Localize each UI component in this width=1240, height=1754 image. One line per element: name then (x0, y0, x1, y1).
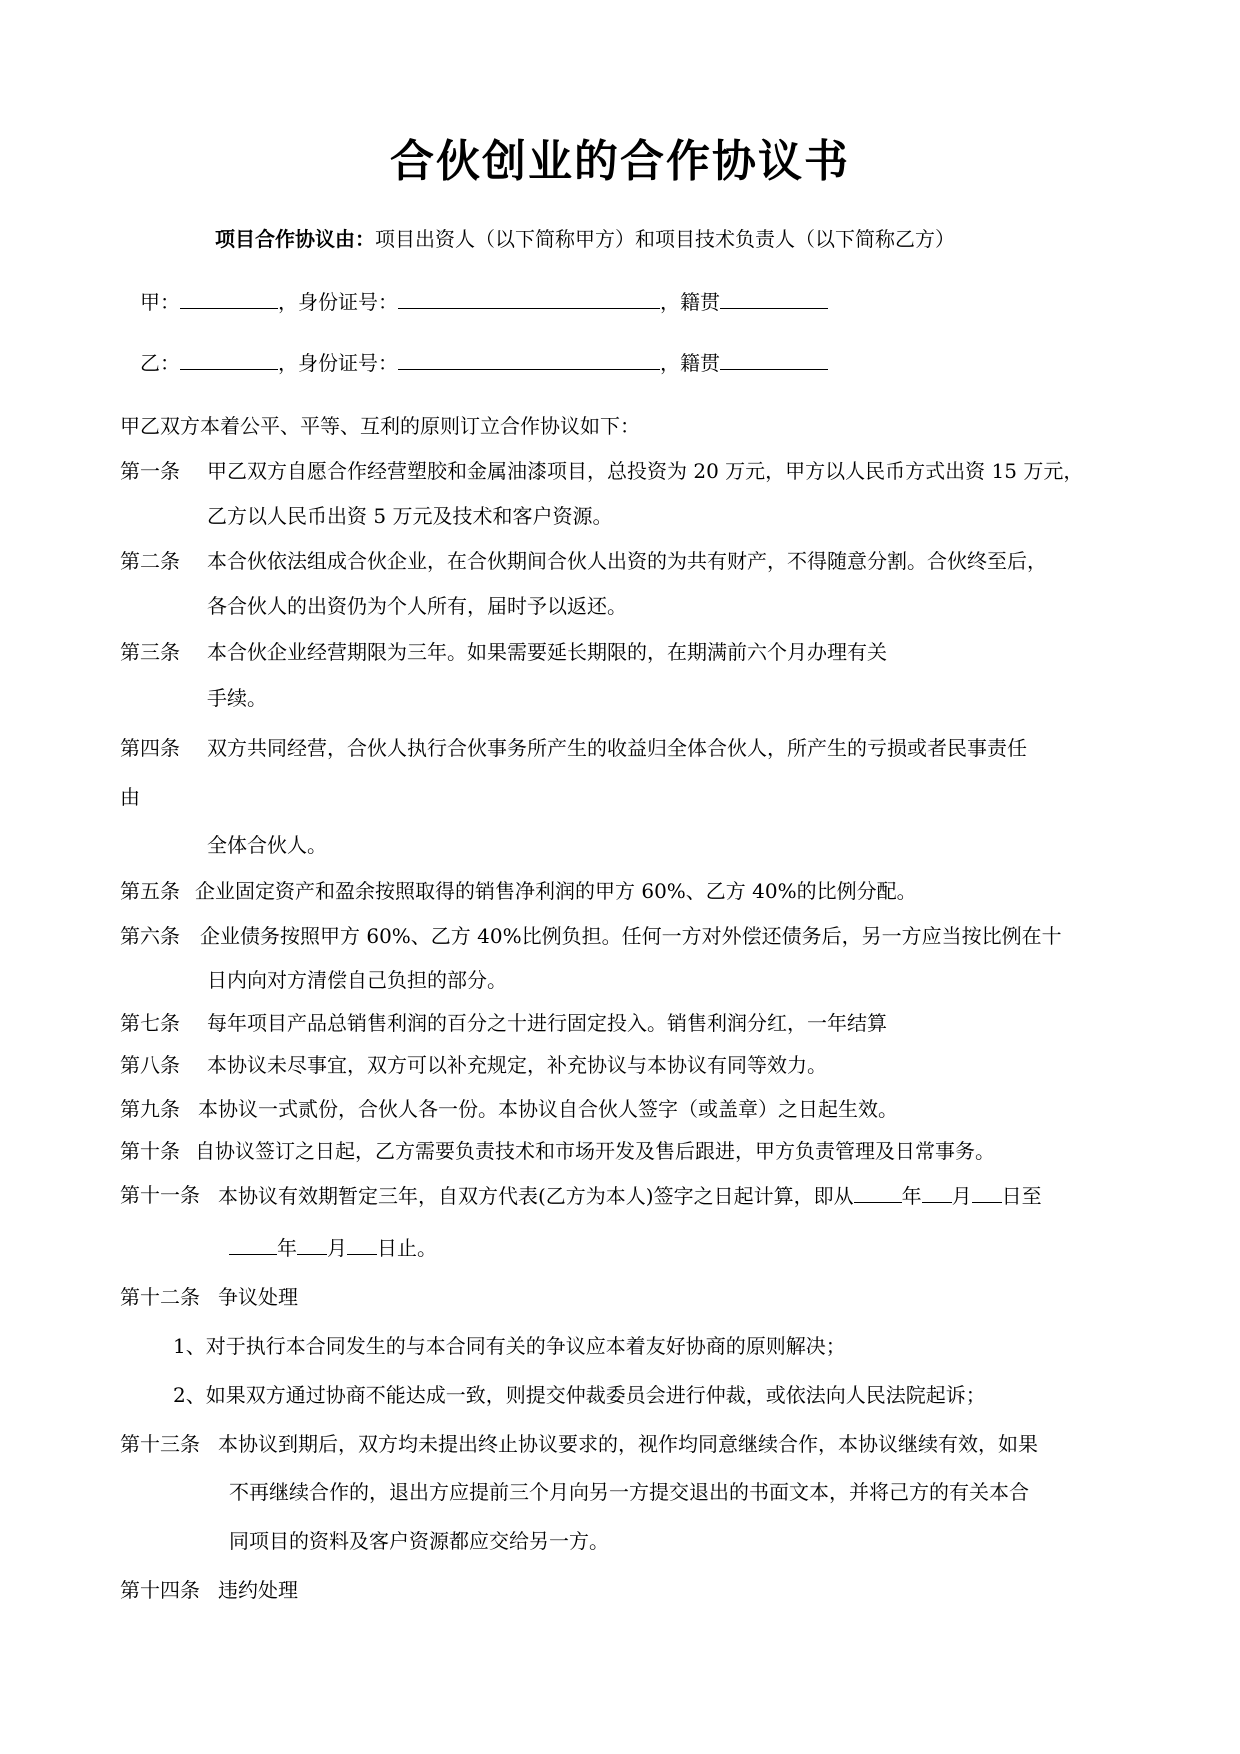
article-13-no: 第十三条 (120, 1432, 200, 1456)
article-13-line-1: 本协议到期后，双方均未提出终止协议要求的，视作均同意继续合作，本协议继续有效，如果 (218, 1432, 1038, 1456)
article-4-no: 第四条 (120, 736, 180, 760)
article-11-no: 第十一条 (120, 1183, 200, 1207)
article-3-line-1: 本合伙企业经营期限为三年。如果需要延长期限的，在期满前六个月办理有关 (207, 640, 887, 664)
article-6-line-2: 日内向对方清偿自己负担的部分。 (207, 968, 507, 992)
preamble: 甲乙双方本着公平、平等、互利的原则订立合作协议如下： (120, 414, 640, 438)
article-2-line-1: 本合伙依法组成合伙企业，在合伙期间合伙人出资的为共有财产，不得随意分割。合伙终至后， (207, 549, 1047, 573)
end-day-label: 日止。 (377, 1236, 437, 1260)
article-7-no: 第七条 (120, 1011, 180, 1035)
start-day-label: 日至 (1001, 1184, 1042, 1208)
party-a-name-blank[interactable] (180, 286, 278, 309)
party-a-id-label: ，身份证号： (278, 290, 398, 314)
article-4-line-1: 双方共同经营，合伙人执行合伙事务所产生的收益归全体合伙人，所产生的亏损或者民事责任 (207, 736, 1027, 760)
party-b-id-blank[interactable] (398, 347, 660, 370)
article-1-line-1: 甲乙双方自愿合作经营塑胶和金属油漆项目，总投资为 20 万元，甲方以人民币方式出资 15 万元， (207, 459, 1084, 483)
party-a-label: 甲： (140, 290, 180, 314)
intro-label: 项目合作协议由： (215, 227, 375, 251)
article-6-line-1: 企业债务按照甲方 60%、乙方 40%比例负担。任何一方对外偿还债务后，另一方应当按比例在十 (200, 924, 1062, 948)
party-b-origin-label: ，籍贯 (660, 351, 720, 375)
intro-text: 项目出资人（以下简称甲方）和项目技术负责人（以下简称乙方） (375, 227, 955, 251)
article-11-text: 本协议有效期暂定三年，自双方代表(乙方为本人)签字之日起计算，即从 (218, 1184, 854, 1208)
article-12-no: 第十二条 (120, 1285, 200, 1309)
article-1-no: 第一条 (120, 459, 180, 483)
end-month-blank[interactable] (297, 1232, 327, 1255)
article-9-no: 第九条 (120, 1097, 180, 1121)
party-b-label: 乙： (140, 351, 180, 375)
end-year-label: 年 (277, 1236, 297, 1260)
start-month-blank[interactable] (922, 1180, 952, 1203)
article-4-line-2: 全体合伙人。 (207, 833, 327, 857)
article-2-line-2: 各合伙人的出资仍为个人所有，届时予以返还。 (207, 594, 627, 618)
party-b-name-blank[interactable] (180, 347, 278, 370)
article-13-line-3: 同项目的资料及客户资源都应交给另一方。 (229, 1529, 609, 1553)
party-a-origin-label: ，籍贯 (660, 290, 720, 314)
article-1-line-2: 乙方以人民币出资 5 万元及技术和客户资源。 (207, 504, 613, 528)
article-9-line-1: 本协议一式贰份，合伙人各一份。本协议自合伙人签字（或盖章）之日起生效。 (198, 1097, 898, 1121)
start-year-label: 年 (901, 1184, 922, 1208)
article-3-no: 第三条 (120, 640, 180, 664)
party-a-line (140, 286, 828, 317)
article-7-line-1: 每年项目产品总销售利润的百分之十进行固定投入。销售利润分红，一年结算 (207, 1011, 887, 1035)
article-14-no: 第十四条 (120, 1578, 200, 1602)
article-2-no: 第二条 (120, 549, 180, 573)
article-6-no: 第六条 (120, 924, 180, 948)
article-11-line-2 (229, 1232, 437, 1263)
article-3-line-2: 手续。 (207, 686, 267, 710)
intro-line (215, 224, 955, 254)
start-day-blank[interactable] (972, 1180, 1002, 1203)
party-b-origin-blank[interactable] (720, 347, 828, 370)
article-11-line-1 (218, 1180, 1042, 1211)
end-day-blank[interactable] (347, 1232, 377, 1255)
document-title: 合伙创业的合作协议书 (390, 136, 850, 187)
article-14-line-1: 违约处理 (218, 1578, 298, 1602)
article-5-no: 第五条 (120, 879, 180, 903)
article-12-item-1: 1、对于执行本合同发生的与本合同有关的争议应本着友好协商的原则解决； (173, 1334, 846, 1358)
end-year-blank[interactable] (229, 1232, 277, 1255)
article-5-line-1: 企业固定资产和盈余按照取得的销售净利润的甲方 60%、乙方 40%的比例分配。 (195, 879, 917, 903)
end-month-label: 月 (327, 1236, 347, 1260)
party-a-origin-blank[interactable] (720, 286, 828, 309)
article-10-no: 第十条 (120, 1139, 180, 1163)
article-8-no: 第八条 (120, 1053, 180, 1077)
party-b-line (140, 347, 828, 378)
party-b-id-label: ，身份证号： (278, 351, 398, 375)
start-month-label: 月 (951, 1184, 972, 1208)
article-12-item-2: 2、如果双方通过协商不能达成一致，则提交仲裁委员会进行仲裁，或依法向人民法院起诉； (173, 1383, 986, 1407)
article-13-line-2: 不再继续合作的，退出方应提前三个月向另一方提交退出的书面文本，并将己方的有关本合 (229, 1480, 1029, 1504)
article-8-line-1: 本协议未尽事宜，双方可以补充规定，补充协议与本协议有同等效力。 (207, 1053, 827, 1077)
article-10-line-1: 自协议签订之日起，乙方需要负责技术和市场开发及售后跟进，甲方负责管理及日常事务。 (195, 1139, 995, 1163)
start-year-blank[interactable] (854, 1180, 902, 1203)
article-4-line-1b: 由 (120, 785, 140, 809)
article-12-line-1: 争议处理 (218, 1285, 298, 1309)
party-a-id-blank[interactable] (398, 286, 660, 309)
